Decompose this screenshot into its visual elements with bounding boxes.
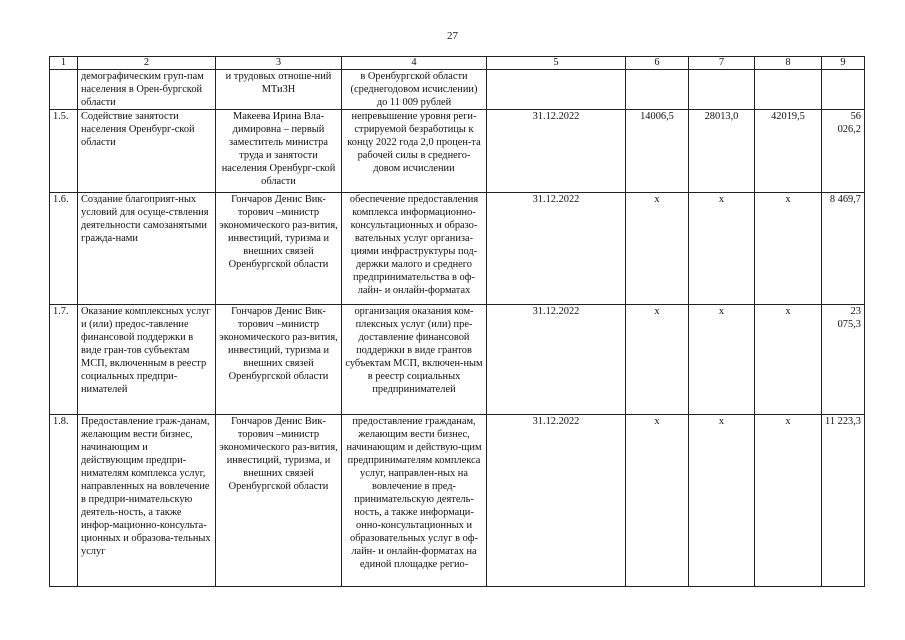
value-col8: х bbox=[755, 193, 822, 305]
measure-name: Создание благоприят-ных условий для осуще-ствления деятельности самозанятыми гражда-нами bbox=[78, 193, 216, 305]
deadline: 31.12.2022 bbox=[487, 305, 626, 415]
header-cell: 2 bbox=[78, 57, 216, 70]
responsible-person: Макеева Ирина Вла-димировна – первый заместитель министра труда и занятости населения Оренбург-ской области bbox=[216, 110, 342, 193]
value-col8 bbox=[755, 70, 822, 110]
value-col6 bbox=[626, 70, 689, 110]
value-col8: 42019,5 bbox=[755, 110, 822, 193]
row-number: 1.5. bbox=[50, 110, 78, 193]
result-description: непревышение уровня реги-стрируемой безработицы к концу 2022 года 2,0 процен-та рабочей силы в среднего-довом исчислении bbox=[342, 110, 487, 193]
row-number bbox=[50, 70, 78, 110]
value-col7: 28013,0 bbox=[689, 110, 755, 193]
deadline: 31.12.2022 bbox=[487, 415, 626, 587]
responsible-person: и трудовых отноше-ний МТиЗН bbox=[216, 70, 342, 110]
value-col6: х bbox=[626, 415, 689, 587]
row-number: 1.7. bbox=[50, 305, 78, 415]
result-description: организация оказания ком-плексных услуг (или) пре-доставление финансовой поддержки в виде грантов субъектам МСП, включен-ным в реестр социальных предпринимателей bbox=[342, 305, 487, 415]
header-cell: 9 bbox=[822, 57, 865, 70]
header-cell: 6 bbox=[626, 57, 689, 70]
result-description: предоставление гражданам, желающим вести бизнес, начинающим и действую-щим предпринимателям комплекса услуг, направлен-ных на вовлечение в пред-принимательскую деятель-ность, а также информаци-онно-консультационных и образовательных услуг в оф-лайн- и онлайн-форматах на единой площадке регио- bbox=[342, 415, 487, 587]
value-col7 bbox=[689, 70, 755, 110]
responsible-person: Гончаров Денис Вик-торович –министр экономического раз-вития, инвестиций, туризма, и внешних связей Оренбургской области bbox=[216, 415, 342, 587]
table-row bbox=[50, 415, 865, 587]
table-row bbox=[50, 193, 865, 305]
responsible-person: Гончаров Денис Вик-торович –министр экономического раз-вития, инвестиций, туризма и внешних связей Оренбургской области bbox=[216, 193, 342, 305]
measure-name: Содействие занятости населения Оренбург-ской области bbox=[78, 110, 216, 193]
value-col7: х bbox=[689, 415, 755, 587]
responsible-person: Гончаров Денис Вик-торович –министр экономического раз-вития, инвестиций, туризма и внешних связей Оренбургской области bbox=[216, 305, 342, 415]
row-number: 1.8. bbox=[50, 415, 78, 587]
table-row bbox=[50, 70, 865, 110]
header-cell: 7 bbox=[689, 57, 755, 70]
measure-name: Предоставление граж-данам, желающим вести бизнес, начинающим и действующим предпри-нимателям комплекса услуг, направленных на вовлечение в предпри-нимательскую деятель-ность, а также инфор-мационно-консульта-ционных и образова-тельных услуг bbox=[78, 415, 216, 587]
value-col9: 23 075,3 bbox=[822, 305, 865, 415]
measure-name: Оказание комплексных услуг и (или) предос-тавление финансовой поддержки в виде гран-тов субъектам МСП, включенным в реестр социальных предпри-нимателей bbox=[78, 305, 216, 415]
header-cell: 1 bbox=[50, 57, 78, 70]
table-header-row bbox=[50, 57, 865, 70]
value-col6: х bbox=[626, 305, 689, 415]
value-col9: 8 469,7 bbox=[822, 193, 865, 305]
value-col7: х bbox=[689, 305, 755, 415]
deadline bbox=[487, 70, 626, 110]
header-cell: 4 bbox=[342, 57, 487, 70]
value-col9: 56 026,2 bbox=[822, 110, 865, 193]
page-number: 27 bbox=[447, 30, 458, 42]
table-row bbox=[50, 305, 865, 415]
value-col8: х bbox=[755, 415, 822, 587]
table-row bbox=[50, 110, 865, 193]
measure-name: демографическим груп-пам населения в Орен-бургской области bbox=[78, 70, 216, 110]
value-col8: х bbox=[755, 305, 822, 415]
value-col9 bbox=[822, 70, 865, 110]
measures-table bbox=[49, 56, 865, 587]
value-col6: 14006,5 bbox=[626, 110, 689, 193]
header-cell: 8 bbox=[755, 57, 822, 70]
header-cell: 5 bbox=[487, 57, 626, 70]
row-number: 1.6. bbox=[50, 193, 78, 305]
value-col9: 11 223,3 bbox=[822, 415, 865, 587]
deadline: 31.12.2022 bbox=[487, 193, 626, 305]
value-col6: х bbox=[626, 193, 689, 305]
value-col7: х bbox=[689, 193, 755, 305]
header-cell: 3 bbox=[216, 57, 342, 70]
result-description: обеспечение предоставления комплекса информационно-консультационных и образо-вательных услуг организа-циями инфраструктуры под-держки малого и среднего предпринимательства в оф-лайн- и онлайн-форматах bbox=[342, 193, 487, 305]
deadline: 31.12.2022 bbox=[487, 110, 626, 193]
result-description: в Оренбургской области (среднегодовом исчислении) до 11 009 рублей bbox=[342, 70, 487, 110]
